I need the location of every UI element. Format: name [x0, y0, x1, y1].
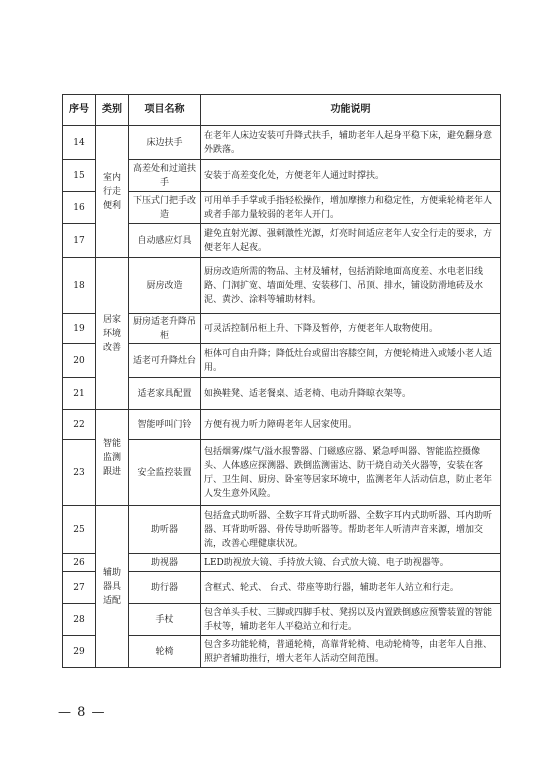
row-num: 14	[63, 126, 96, 160]
item-desc: 避免直射光源、强刺激性光源，灯亮时间适应老年人安全行走的要求，方便老年人起夜。	[201, 224, 501, 258]
item-desc: 厨房改造所需的物品、主材及辅材，包括消除地面高度差、水电老旧线路、门洞扩宽、墙面处理、安装移门、吊顶、排水，铺设防滑地砖及水泥、黄沙、涂料等辅助材料。	[201, 258, 501, 314]
item-desc: 包括盒式助听器、全数字耳背式助听器、全数字耳内式助听器、耳内助听器、耳背助听器、骨传导助听器等。帮助老年人听清声音来源，增加交流，改善心理健康状况。	[201, 506, 501, 554]
row-num: 25	[63, 506, 96, 554]
item-desc: LED助视放大镜、手持放大镜、台式放大镜、电子助视器等。	[201, 554, 501, 572]
table-row	[63, 160, 501, 192]
table-row	[63, 506, 501, 554]
item-name: 手杖	[129, 604, 201, 636]
item-name: 助视器	[129, 554, 201, 572]
table-header-row	[63, 95, 501, 126]
page-number: — 8 —	[58, 705, 106, 720]
row-num: 27	[63, 572, 96, 604]
row-num: 23	[63, 440, 96, 506]
row-num: 26	[63, 554, 96, 572]
table-row	[63, 604, 501, 636]
table-row	[63, 224, 501, 258]
table-row	[63, 410, 501, 440]
item-name: 智能呼叫门铃	[129, 410, 201, 440]
item-desc: 含框式、轮式、 台式、带座等助行器，辅助老年人站立和行走。	[201, 572, 501, 604]
item-name: 厨房适老升降吊柜	[129, 314, 201, 344]
table-row	[63, 258, 501, 314]
item-name: 自动感应灯具	[129, 224, 201, 258]
item-desc: 如换鞋凳、适老餐桌、适老椅、电动升降晾衣架等。	[201, 378, 501, 410]
item-desc: 安装于高差变化处，方便老年人通过时撑扶。	[201, 160, 501, 192]
item-name: 高差处和过道扶手	[129, 160, 201, 192]
item-desc: 包含单头手杖、三脚或四脚手杖、凳拐以及内置跌倒感应预警装置的智能手杖等，辅助老年人平稳站立和行走。	[201, 604, 501, 636]
item-name: 安全监控装置	[129, 440, 201, 506]
table-row	[63, 314, 501, 344]
category-cell: 室内行走便利	[96, 126, 129, 258]
item-name: 适老家具配置	[129, 378, 201, 410]
row-num: 19	[63, 314, 96, 344]
category-cell: 居家环境改善	[96, 258, 129, 410]
item-name: 床边扶手	[129, 126, 201, 160]
header-num: 序号	[63, 95, 96, 126]
row-num: 17	[63, 224, 96, 258]
table-row	[63, 440, 501, 506]
item-desc: 在老年人床边安装可升降式扶手，辅助老年人起身平稳下床，避免翻身意外跌落。	[201, 126, 501, 160]
item-name: 轮椅	[129, 636, 201, 668]
service-items-table	[62, 94, 501, 668]
item-desc: 可灵活控制吊柜上升、下降及暂停，方便老年人取物使用。	[201, 314, 501, 344]
row-num: 16	[63, 192, 96, 224]
row-num: 21	[63, 378, 96, 410]
row-num: 18	[63, 258, 96, 314]
item-desc: 包含多功能轮椅，普通轮椅，高靠背轮椅、电动轮椅等，由老年人自推、照护者辅助推行，增大老年人活动空间范围。	[201, 636, 501, 668]
table-row	[63, 192, 501, 224]
table-row	[63, 554, 501, 572]
item-desc: 柜体可自由升降；降低灶台或留出容膝空间，方便轮椅进入或矮小老人适用。	[201, 344, 501, 378]
table-row	[63, 378, 501, 410]
category-cell: 智能监测跟进	[96, 410, 129, 506]
table-row	[63, 344, 501, 378]
item-name: 厨房改造	[129, 258, 201, 314]
row-num: 28	[63, 604, 96, 636]
item-name: 下压式门把手改造	[129, 192, 201, 224]
row-num: 15	[63, 160, 96, 192]
item-desc: 方便有视力听力障碍老年人居家使用。	[201, 410, 501, 440]
item-name: 助行器	[129, 572, 201, 604]
table-row	[63, 572, 501, 604]
header-category: 类别	[96, 95, 129, 126]
header-function: 功能说明	[201, 95, 501, 126]
row-num: 20	[63, 344, 96, 378]
item-desc: 可用单手手掌或手指轻松操作，增加摩擦力和稳定性，方便乘轮椅老年人或者手部力量较弱的老年人开门。	[201, 192, 501, 224]
table-row	[63, 126, 501, 160]
table-row	[63, 636, 501, 668]
category-cell: 辅助器具适配	[96, 506, 129, 668]
row-num: 22	[63, 410, 96, 440]
header-item: 项目名称	[129, 95, 201, 126]
item-name: 适老可升降灶台	[129, 344, 201, 378]
row-num: 29	[63, 636, 96, 668]
item-name: 助听器	[129, 506, 201, 554]
item-desc: 包括烟雾/煤气/溢水报警器、门磁感应器、紧急呼叫器、智能监控摄像头、人体感应探测器、跌倒监测雷达、防干烧自动关火器等，安装在客厅、卫生间、厨房、卧室等居家环境中，监测老年人活动信息，防止老年人发生意外风险。	[201, 440, 501, 506]
